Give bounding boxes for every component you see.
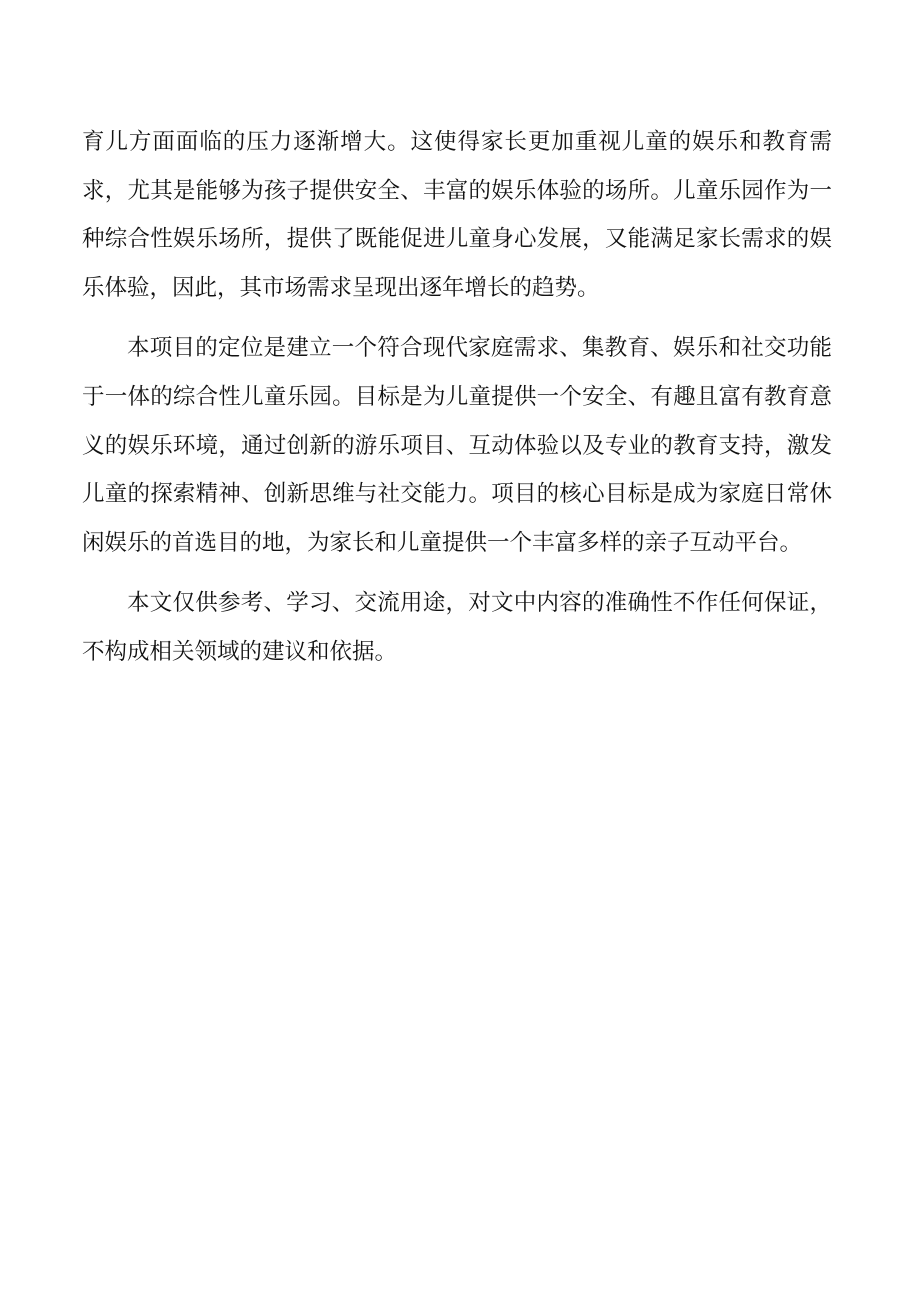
paragraph-disclaimer: 本文仅供参考、学习、交流用途，对文中内容的准确性不作任何保证，不构成相关领域的建议和依据。 <box>82 590 832 665</box>
document-body <box>82 118 832 677</box>
paragraph-project-positioning: 本项目的定位是建立一个符合现代家庭需求、集教育、娱乐和社交功能于一体的综合性儿童乐园。目标是为儿童提供一个安全、有趣且富有教育意义的娱乐环境，通过创新的游乐项目、互动体验以及专业的教育支持，激发儿童的探索精神、创新思维与社交能力。项目的核心目标是成为家庭日常休闲娱乐的首选目的地，为家长和儿童提供一个丰富多样的亲子互动平台。 <box>82 335 832 556</box>
paragraph-continuation: 育儿方面面临的压力逐渐增大。这使得家长更加重视儿童的娱乐和教育需求，尤其是能够为孩子提供安全、丰富的娱乐体验的场所。儿童乐园作为一种综合性娱乐场所，提供了既能促进儿童身心发展，又能满足家长需求的娱乐体验，因此，其市场需求呈现出逐年增长的趋势。 <box>82 129 832 301</box>
